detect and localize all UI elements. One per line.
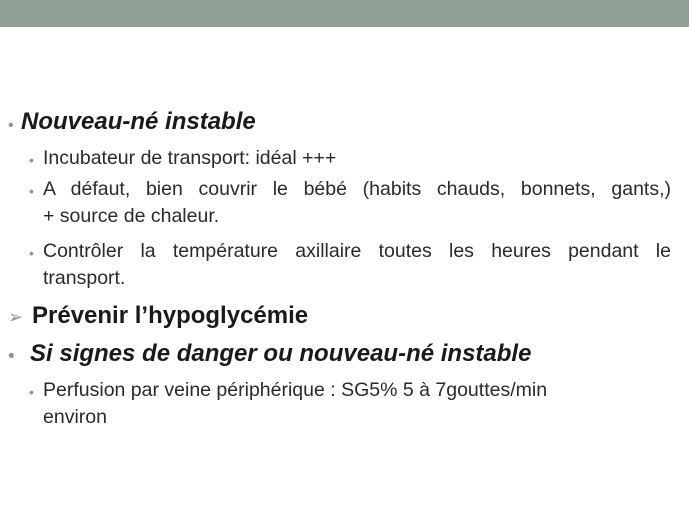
item-controler-cont: transport.	[43, 267, 126, 289]
bullet-icon: •	[29, 152, 34, 168]
item-a-defaut-cont: + source de chaleur.	[43, 205, 220, 227]
item-a-defaut: A défaut, bien couvrir le bébé (habits chauds, bonnets, gants,)	[43, 178, 671, 200]
bullet-icon: •	[29, 183, 34, 199]
bullet-icon: •	[8, 117, 14, 134]
bullet-icon: •	[8, 346, 15, 367]
arrow-bullet-icon: ➢	[8, 307, 24, 327]
bullet-icon: •	[29, 384, 34, 400]
item-perfusion-cont: environ	[43, 406, 107, 428]
item-incubateur: Incubateur de transport: idéal +++	[43, 147, 337, 169]
item-perfusion: Perfusion par veine périphérique : SG5% 5 à 7gouttes/min	[43, 379, 548, 401]
heading-si-signes: Si signes de danger ou nouveau-né instable	[30, 340, 532, 367]
item-controler: Contrôler la température axillaire toutes les heures pendant le	[43, 240, 671, 262]
heading-prevenir: Prévenir l’hypoglycémie	[32, 302, 309, 329]
bullet-icon: •	[29, 245, 34, 261]
heading-nouveau-ne-instable: Nouveau-né instable	[21, 108, 256, 135]
